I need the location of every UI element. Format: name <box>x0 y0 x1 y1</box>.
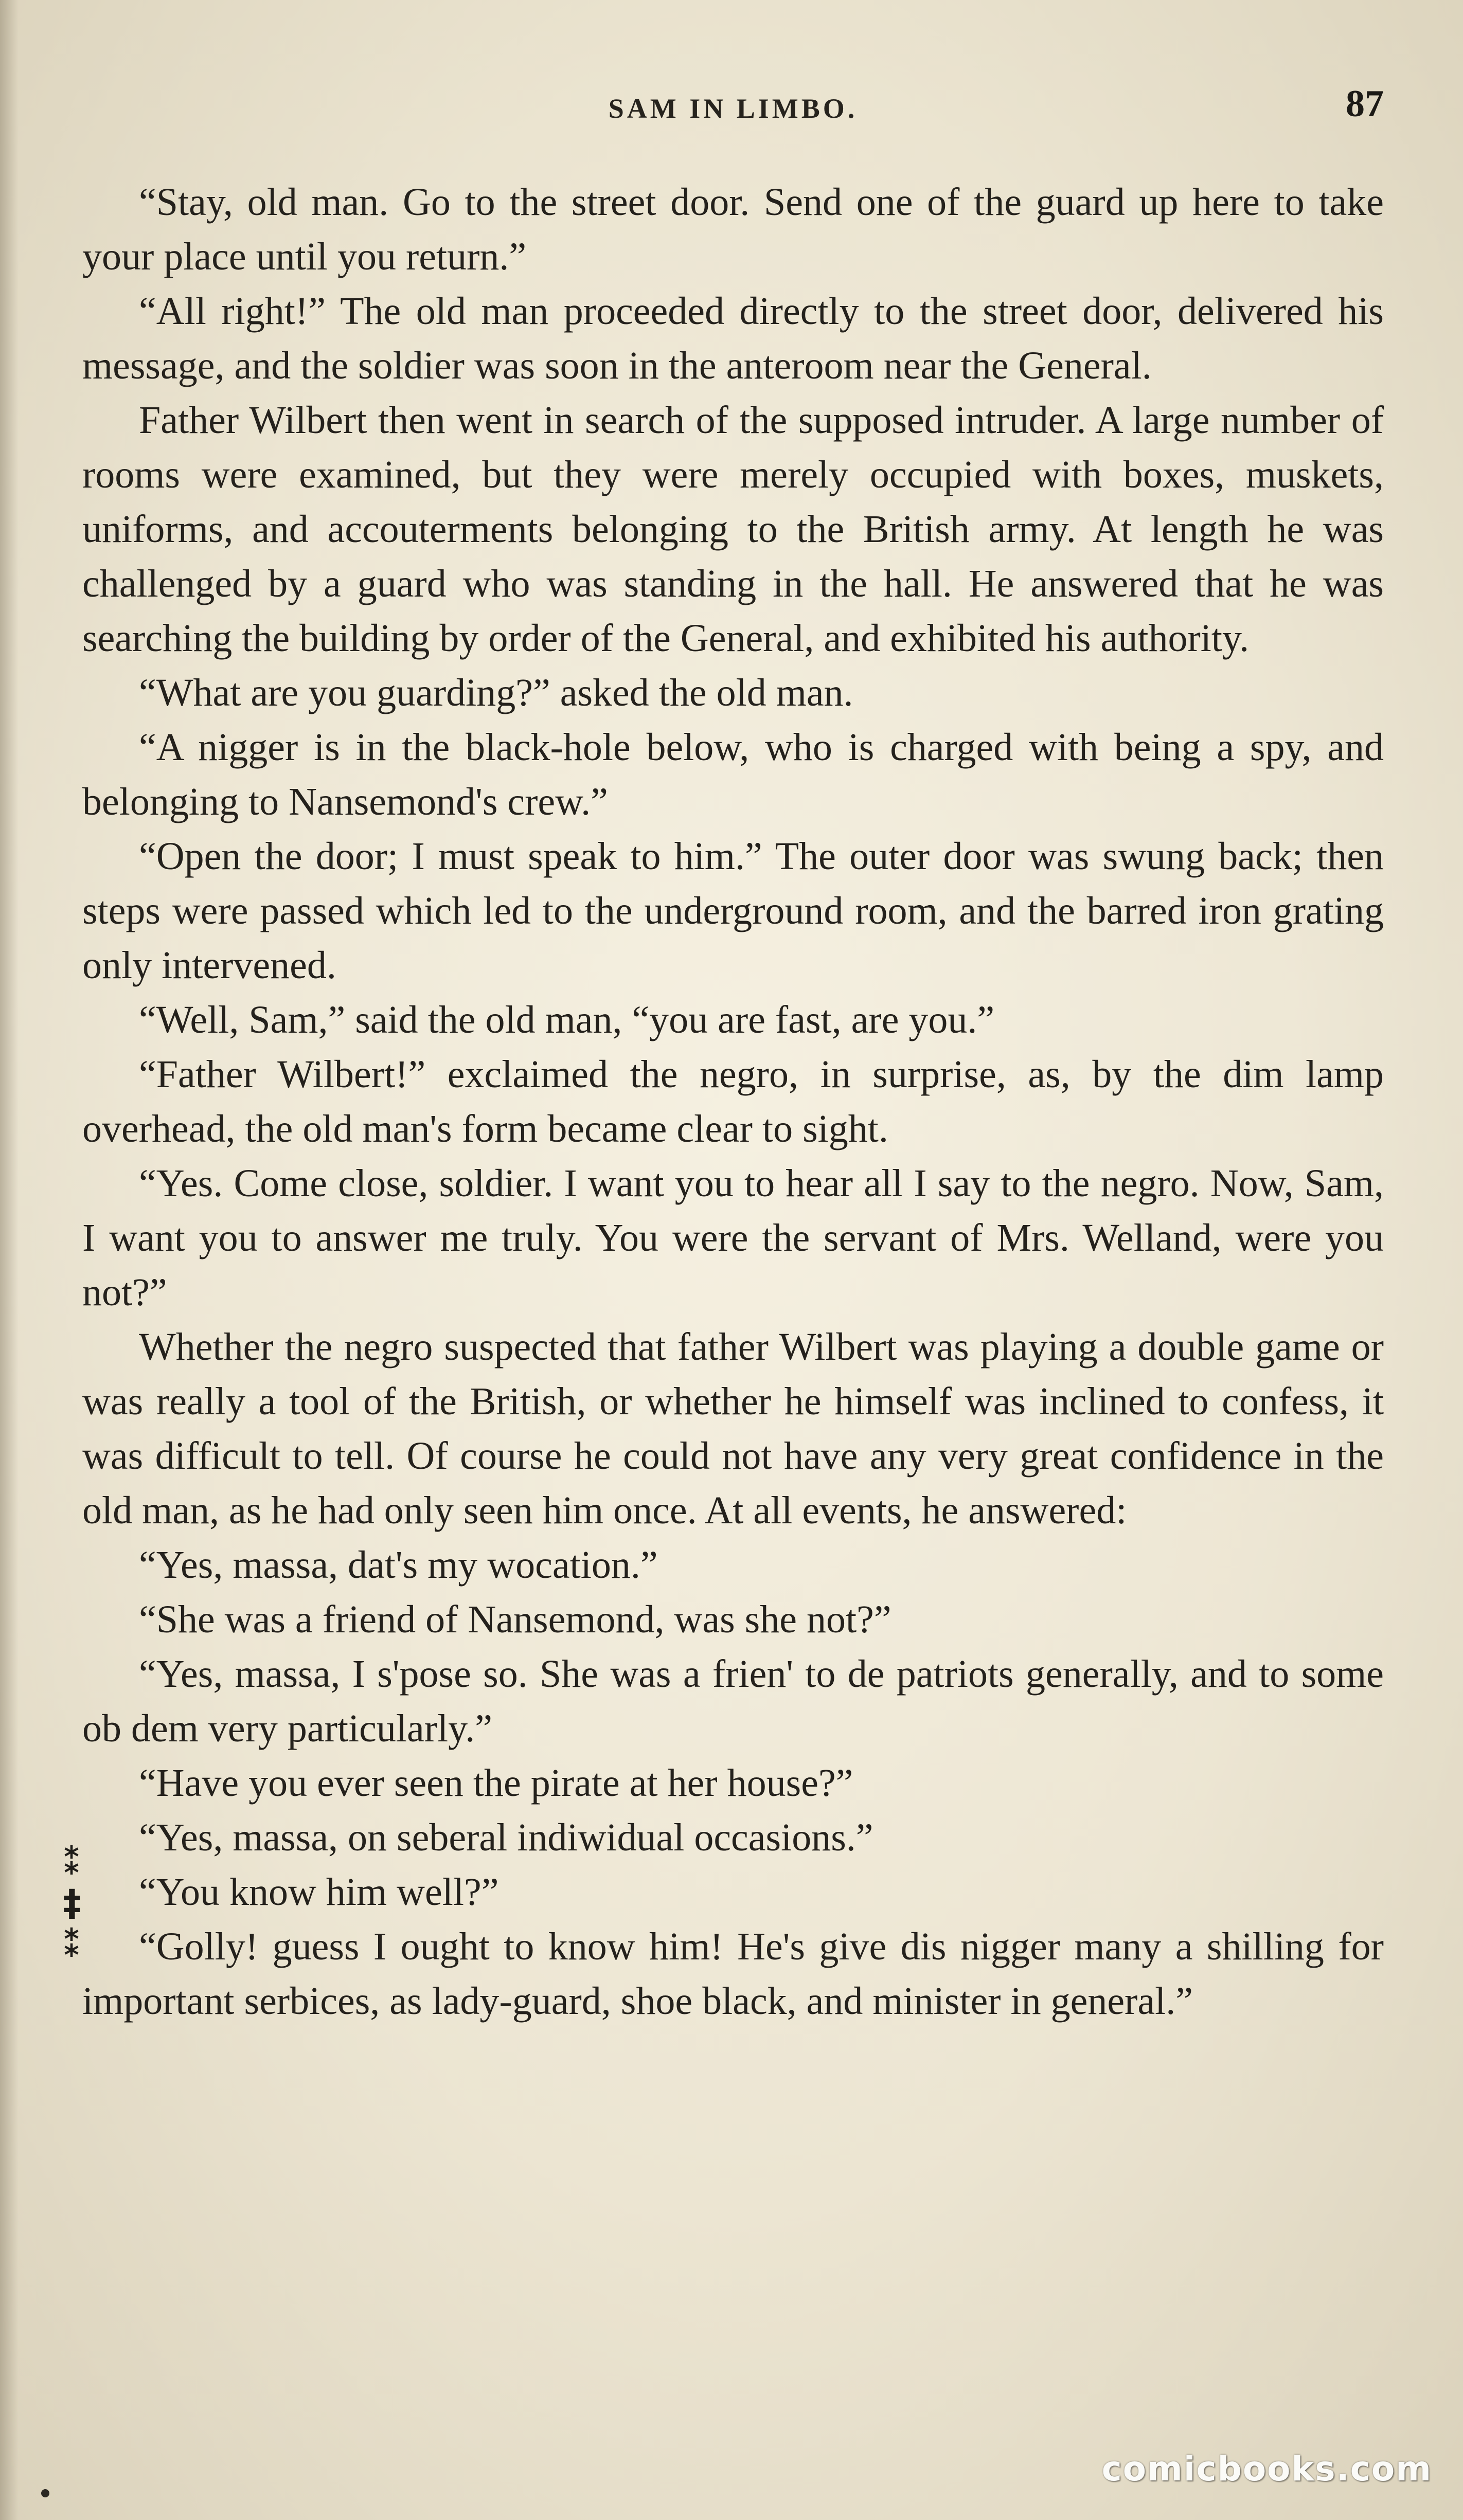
paragraph: “Well, Sam,” said the old man, “you are fast, are you.” <box>139 998 995 1041</box>
paragraph: “All right!” The old man proceeded directly to the street door, delivered his message, and the soldier was soon in the anteroom near the General. <box>82 290 1384 387</box>
paragraph: “Golly! guess I ought to know him! He's give dis nigger many a shilling for important serbices, as lady-guard, shoe black, and minister in general.” <box>82 1925 1384 2023</box>
watermark: comicbooks.com <box>1101 2449 1432 2489</box>
paragraph: “What are you guarding?” asked the old man. <box>139 671 853 714</box>
paragraph: “Father Wilbert!” exclaimed the negro, in surprise, as, by the dim lamp overhead, the old man's form became clear to sight. <box>82 1053 1384 1150</box>
paragraph: Father Wilbert then went in search of the supposed intruder. A large number of rooms were examined, but they were merely occupied with boxes, muskets, uniforms, and accouterments belonging to the British army. At length he was challenged by a guard who was standing in the hall. He answered that he was searching the building by order of the General, and exhibited his authority. <box>82 399 1384 660</box>
printer-ornament-icon: ⁑ ‡ ⁑ <box>62 1841 82 1965</box>
paragraph: “Have you ever seen the pirate at her house?” <box>139 1761 853 1805</box>
paragraph: Whether the negro suspected that father Wilbert was playing a double game or was really a tool of the British, or whether he himself was inclined to confess, it was difficult to tell. Of course he could not have any very great confidence in the old man, as he had only seen him once. At all events, he answered: <box>82 1325 1384 1532</box>
body-text <box>82 175 1384 2028</box>
paragraph: “Yes. Come close, soldier. I want you to hear all I say to the negro. Now, Sam, I want you to answer me truly. You were the servant of Mrs. Welland, were you not?” <box>82 1162 1384 1314</box>
paragraph: “She was a friend of Nansemond, was she not?” <box>139 1598 891 1641</box>
paragraph: “Stay, old man. Go to the street door. Send one of the guard up here to take your place until you return.” <box>82 181 1384 278</box>
paragraph: “Yes, massa, dat's my wocation.” <box>139 1543 658 1587</box>
page-header <box>82 82 1384 139</box>
running-head: SAM IN LIMBO. <box>608 93 858 124</box>
page-number: 87 <box>1346 83 1384 125</box>
page-edge-shadow <box>0 0 19 2520</box>
paragraph: “You know him well?” <box>139 1870 499 1914</box>
ink-dot <box>41 2489 49 2497</box>
paragraph: “Yes, massa, I s'pose so. She was a frien' to de patriots generally, and to some ob dem very particularly.” <box>82 1652 1384 1750</box>
paragraph: “Yes, massa, on seberal indiwidual occasions.” <box>139 1816 873 1859</box>
paragraph: “Open the door; I must speak to him.” The outer door was swung back; then steps were passed which led to the underground room, and the barred iron grating only intervened. <box>82 835 1384 987</box>
paragraph: “A nigger is in the black-hole below, who is charged with being a spy, and belonging to Nansemond's crew.” <box>82 726 1384 823</box>
